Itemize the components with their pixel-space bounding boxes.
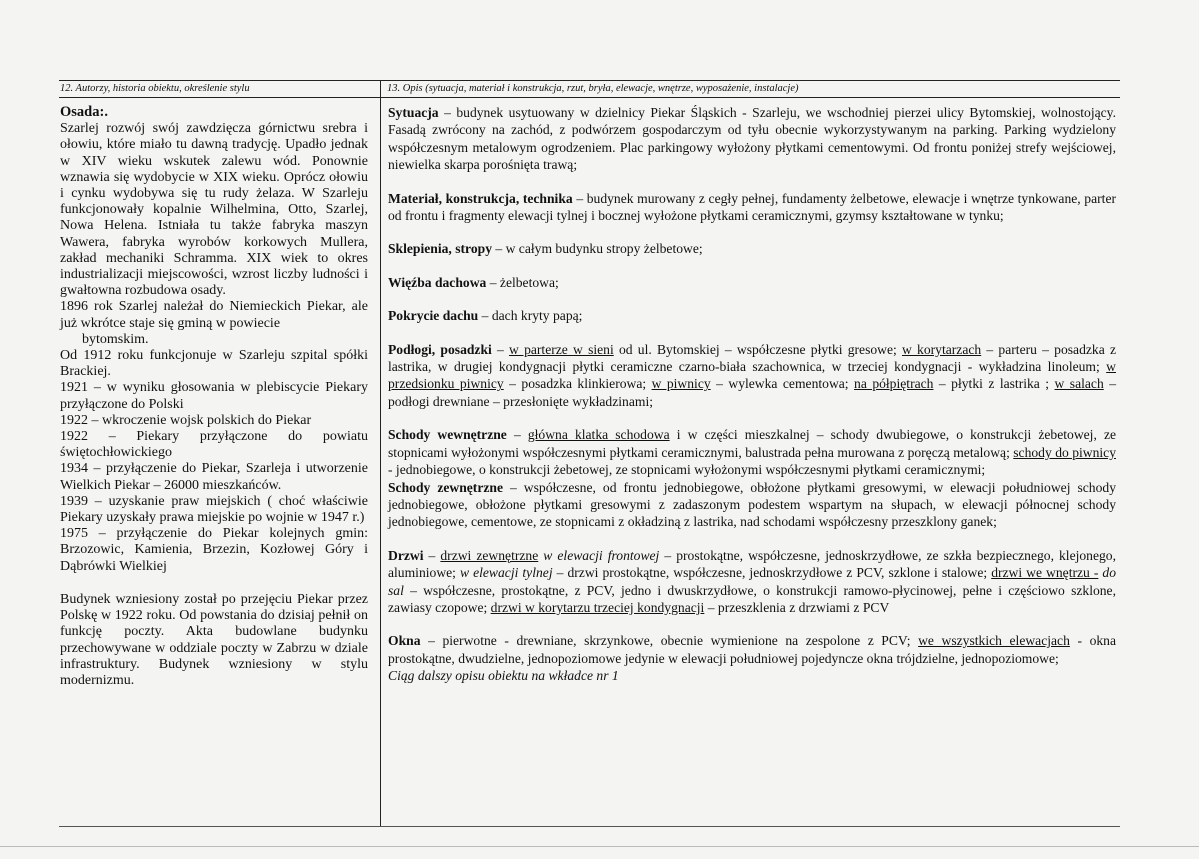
italic-term: w elewacji frontowej <box>538 547 660 563</box>
paragraph-1921: 1921 – w wyniku głosowania w plebiscycie Piekary przyłączone do Polski <box>60 380 368 412</box>
label-okna: Okna <box>388 633 421 649</box>
continuation-note: Ciąg dalszy opisu obiektu na wkładce nr 1 <box>388 668 619 684</box>
paragraph-1896-cont: bytomskim. <box>82 331 149 347</box>
paragraph-1934: 1934 – przyłączenie do Piekar, Szarleja i utworzenie Wielkich Piekar – 26000 mieszkańców. <box>60 461 368 493</box>
underlined-term: w parterze w sieni <box>509 341 614 357</box>
text-wiezba: – żelbetowa; <box>486 274 559 290</box>
text-run: – współczesne, prostokątne, z PCV, jedno i dwuskrzydłowe, o konstrukcji ramowo-płycinowej, pełne i częściowo szklone, zawiasy czopowe; <box>388 582 1116 615</box>
underlined-term: drzwi we wnętrzu - <box>991 565 1099 581</box>
label-podlogi: Podłogi, posadzki <box>388 341 492 357</box>
text-run: – <box>491 341 510 357</box>
paragraph-1912: Od 1912 roku funkcjonuje w Szarleju szpital spółki Brackiej. <box>60 348 368 380</box>
right-column-header: 13. Opis (sytuacja, materiał i konstrukcja, rzut, bryła, elewacje, wnętrze, wyposażenie, instalacje) <box>387 83 799 94</box>
label-sklepienia: Sklepienia, stropy <box>388 241 492 257</box>
text-run: od ul. Bytomskiej – współczesne płytki gresowe; <box>613 341 903 357</box>
text-run: – podłogi drewniane – przesłonięte wykładzinami; <box>388 376 1117 409</box>
text-schody-zew: – współczesne, od frontu jednobiegowe, obłożone płytkami gresowymi, w elewacji południowej schody jednobiegowe, obłożone płytkami gresowymi z zadaszonym podestem wspartym na słupach, w elewacji północnej schody jednobiegowe, cementowe, ze stopnicami z okładziną z lastrika, nad schodami współczesny przeszklony ganek; <box>388 479 1116 530</box>
paragraph-1922a: 1922 – wkroczenie wojsk polskich do Piekar <box>60 412 312 428</box>
label-material: Materiał, konstrukcja, technika <box>388 190 573 206</box>
paragraph-history: Szarlej rozwój swój zawdzięcza górnictwu srebra i ołowiu, które miało tu dawną tradycję. Upadło jednak w XIV wieku wskutek zalewu wód. Ponownie wznawia się wydobycie w XIX wieku. Oprócz ołowiu i cynku wydobywa się tu rudy żelaza. W Szarleju funkcjonowały kopalnie Wilhelmina, Otto, Szarlej, Nowa Helena. Istniała tu także fabryka maszyn Wawera, fabryka wyrobów korkowych Mullera, zakład mechaniki Schramma. XIX wiek to okres industrializacji miejscowości, wzrost liczby ludności i gwałtowna rozbudowa osady. <box>60 121 368 299</box>
right-header-rule <box>381 97 1120 98</box>
text-run: – pierwotne - drewniane, skrzynkowe, obecnie wymienione na zespolone z PCV; <box>420 633 919 649</box>
paragraph-1939: 1939 – uzyskanie praw miejskich ( choć właściwie Piekary uzyskały prawa miejskie po wojnie w 1947 r.) <box>60 493 368 526</box>
text-run: – przeszklenia z drzwiami z PCV <box>704 599 890 615</box>
section-title: Osada:. <box>60 104 108 120</box>
paragraph-building: Budynek wzniesiony został po przejęciu Piekar przez Polskę w 1922 roku. Od powstania do dzisiaj pełnił on funkcję poczty. Akta budowlane budynku przechowywane w oddziale poczty w Zabrzu w dziale infrastruktury. Budynek wzniesiony w stylu modernizmu. <box>60 591 368 688</box>
paragraph-1896: 1896 rok Szarlej należał do Niemieckich Piekar, ale już wkrótce staje się gminą w powiecie <box>60 299 368 331</box>
text-run: – parteru – posadzka z lastrika, w drugiej kondygnacji płytki ceramiczne czarno-biała szachownica, w trzeciej kondygnacji - wykładzina linoleum; <box>388 341 1116 375</box>
text-material: – budynek murowany z cegły pełnej, fundamenty żelbetowe, elewacje i wnętrze tynkowane, parter od frontu i fragmenty elewacji tylnej i bocznej wyłożone płytkami ceramicznymi, gzymsy kształtowane w tynku; <box>388 190 1117 224</box>
paragraph-1975: 1975 – przyłączenie do Piekar kolejnych gmin: Brzozowic, Kamienia, Brzezin, Kozłowej Góry i Dąbrówki Wielkiej <box>60 526 368 574</box>
text-run: – drzwi prostokątne, współczesne, jednoskrzydłowe z PCV, szklone i stalowe; <box>552 565 992 581</box>
label-wiezba: Więźba dachowa <box>388 274 487 290</box>
underlined-term: w salach <box>1054 376 1104 392</box>
underlined-term: schody do piwnicy <box>1013 444 1116 460</box>
section-wiezba <box>388 274 1116 291</box>
section-drzwi <box>388 547 1116 617</box>
underlined-term: główna klatka schodowa <box>527 427 670 443</box>
description-column <box>388 104 1116 685</box>
underlined-term: w przedsionku piwnicy <box>388 359 1116 392</box>
text-sytuacja: – budynek usytuowany w dzielnicy Piekar Śląskich - Szarleju, we wschodniej pierzei ulicy Bytomskiej, wolnostojący. Fasadą zwrócony na zachód, z podwórzem gospodarczym od tyłu obecnie wykorzystywanym na parking. Parking wydzielony współczesnym metalowym ogrodzeniem. Plac parkingowy wyłożony płytkami cementowymi. Od frontu poniżej strefy wejściowej, niewielka skarpa porośnięta trawą; <box>388 105 1116 173</box>
italic-term: w elewacji tylnej <box>459 565 553 581</box>
section-okna <box>388 632 1116 667</box>
top-rule <box>59 80 1120 81</box>
label-schody-wew: Schody wewnętrzne <box>388 427 507 443</box>
text-run: - jednobiegowe, o konstrukcji żebetowej, ze stopnicami wyłożonymi współczesnymi płytkami ceramicznymi; <box>388 462 986 478</box>
section-schody-wew <box>388 426 1116 478</box>
label-schody-zew: Schody zewnętrzne <box>388 479 503 495</box>
page-edge-rule <box>0 846 1199 847</box>
left-header-rule <box>59 97 380 98</box>
underlined-term: na półpiętrach <box>854 376 934 392</box>
underlined-term: w piwnicy <box>651 376 711 392</box>
text-run: – płytki z lastrika ; <box>933 376 1055 392</box>
underlined-term: we wszystkich elewacjach <box>918 633 1070 649</box>
label-pokrycie: Pokrycie dachu <box>388 308 479 324</box>
text-run: – <box>506 427 528 443</box>
text-pokrycie: – dach kryty papą; <box>478 308 583 324</box>
left-column-header: 12. Autorzy, historia obiektu, określenie stylu <box>60 83 250 94</box>
underlined-term: drzwi zewnętrzne <box>440 547 539 563</box>
label-sytuacja: Sytuacja <box>388 105 439 120</box>
text-run: i w części mieszkalnej – schody dwubiegowe, o konstrukcji żebetowej, ze stopnicami wyłożonymi współczesnymi płytkami ceramicznymi, balustrada pełna murowana z poręczą metalową; <box>388 427 1117 460</box>
text-run: – posadzka klinkierowa; <box>503 376 652 392</box>
text-run: – prostokątne, współczesne, jednoskrzydłowe, ze szkła bezpiecznego, klejonego, aluminiowe; <box>388 547 1117 581</box>
section-sytuacja <box>388 104 1116 174</box>
text-run: - okna prostokątne, dwudzielne, jednopoziomowe jedynie w elewacji południowej pojedyncze okna trójdzielne, jednopoziomowe; <box>388 633 1117 666</box>
section-schody-zew <box>388 479 1116 531</box>
text-sklepienia: – w całym budynku stropy żelbetowe; <box>492 241 703 257</box>
paragraph-1922b: 1922 – Piekary przyłączone do powiatu świętochłowickiego <box>60 429 368 461</box>
text-run: – wylewka cementowa; <box>710 376 855 392</box>
column-divider <box>380 80 381 826</box>
underlined-term: drzwi w korytarzu trzeciej kondygnacji <box>490 599 705 615</box>
spacer <box>60 575 368 592</box>
text-run: – <box>423 547 441 563</box>
label-drzwi: Drzwi <box>388 547 424 563</box>
underlined-term: w korytarzach <box>902 341 982 357</box>
bottom-rule <box>59 826 1120 827</box>
history-column <box>60 104 368 689</box>
section-material <box>388 190 1116 225</box>
section-podlogi <box>388 341 1116 411</box>
section-sklepienia <box>388 240 1116 257</box>
section-pokrycie <box>388 307 1116 324</box>
italic-term: do sal <box>388 565 1117 598</box>
